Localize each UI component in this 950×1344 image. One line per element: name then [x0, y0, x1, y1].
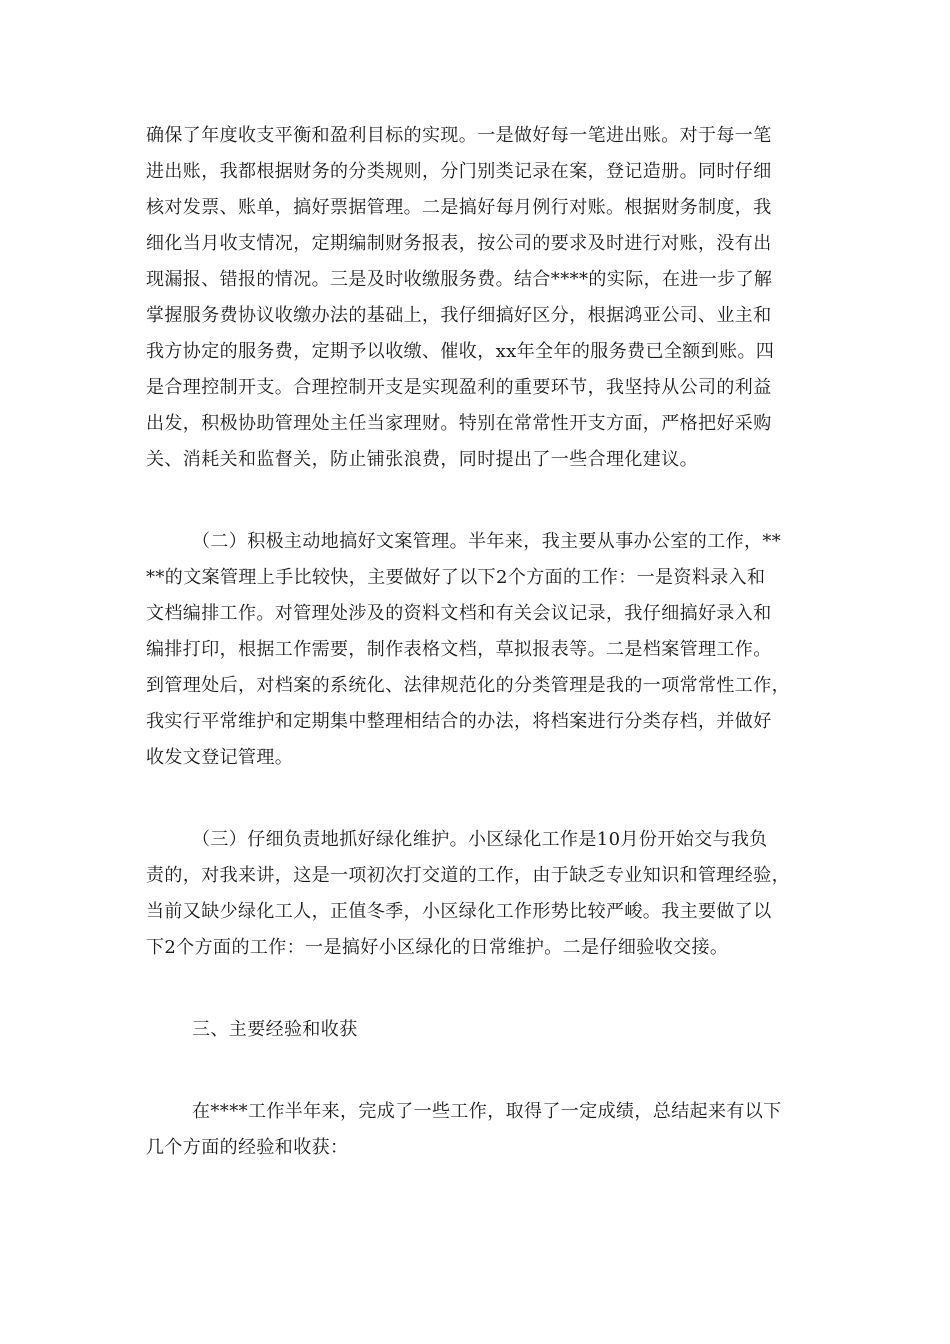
text-line: 下2个方面的工作：一是搞好小区绿化的日常维护。二是仔细验收交接。: [146, 937, 729, 958]
text-line: 当前又缺少绿化工人，正值冬季，小区绿化工作形势比较严峻。我主要做了以: [146, 901, 772, 922]
text-line: **的文案管理上手比较快，主要做好了以下2个方面的工作：一是资料录入和: [146, 567, 766, 588]
text-line: （二）积极主动地搞好文案管理。半年来，我主要从事办公室的工作，**: [192, 531, 782, 552]
text-line: 出发，积极协助管理处主任当家理财。特别在常常性开支方面，严格把好采购: [146, 413, 772, 434]
text-line: 进出账，我都根据财务的分类规则，分门别类记录在案，登记造册。同时仔细: [146, 161, 772, 182]
text-line: 收发文登记管理。: [146, 747, 294, 768]
text-line: 掌握服务费协议收缴办法的基础上，我仔细搞好区分，根据鸿亚公司、业主和: [146, 305, 772, 326]
text-line: 关、消耗关和监督关，防止铺张浪费，同时提出了一些合理化建议。: [146, 449, 698, 470]
text-line: 编排打印，根据工作需要，制作表格文档，草拟报表等。二是档案管理工作。: [146, 639, 772, 660]
text-line: 现漏报、错报的情况。三是及时收缴服务费。结合****的实际，在进一步了解: [146, 269, 773, 290]
text-line: 几个方面的经验和收获：: [146, 1137, 349, 1158]
text-line: （三）仔细负责地抓好绿化维护。小区绿化工作是10月份开始交与我负: [192, 829, 768, 850]
text-line: 核对发票、账单，搞好票据管理。二是搞好每月例行对账。根据财务制度，我: [146, 197, 772, 218]
text-line: 责的，对我来讲，这是一项初次打交道的工作，由于缺乏专业知识和管理经验，: [146, 865, 790, 886]
text-line: 文档编排工作。对管理处涉及的资料文档和有关会议记录，我仔细搞好录入和: [146, 603, 772, 624]
text-line: 到管理处后，对档案的系统化、法律规范化的分类管理是我的一项常常性工作，: [146, 675, 790, 696]
text-line: 细化当月收支情况，定期编制财务报表，按公司的要求及时进行对账，没有出: [146, 233, 772, 254]
text-line: 我方协定的服务费，定期予以收缴、催收，xx年全年的服务费已全额到账。四: [146, 341, 775, 362]
text-line: 在****工作半年来，完成了一些工作，取得了一定成绩，总结起来有以下: [192, 1101, 782, 1122]
text-line: 是合理控制开支。合理控制开支是实现盈利的重要环节，我坚持从公司的利益: [146, 377, 772, 398]
text-line: 我实行平常维护和定期集中整理相结合的办法，将档案进行分类存档，并做好: [146, 711, 772, 732]
text-line: 确保了年度收支平衡和盈利目标的实现。一是做好每一笔进出账。对于每一笔: [146, 125, 772, 146]
heading-text: 三、主要经验和收获: [192, 1019, 358, 1040]
